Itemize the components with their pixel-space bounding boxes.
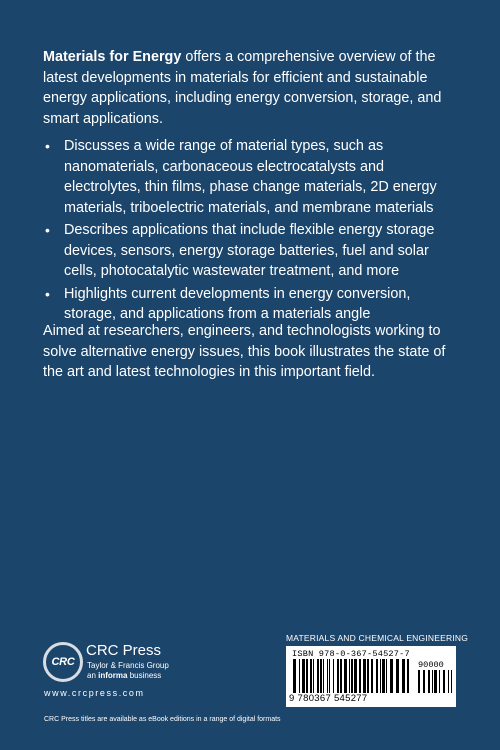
intro-text: offers a comprehensive overview of the latest developments in materials for efficient and sustainable energy applications, including energy conversion, storage, and smart applications. [43, 49, 442, 127]
addon-barcode-icon [418, 670, 452, 693]
bullet-icon: • [45, 285, 50, 302]
informa-brand: informa [98, 671, 128, 680]
barcode-icon [293, 659, 411, 693]
intro-paragraph [43, 47, 463, 129]
publisher-website: www.crcpress.com [44, 688, 145, 698]
barcode-number: 9 780367 545277 [289, 693, 368, 704]
isbn-label: ISBN 978-0-367-54527-7 [292, 649, 410, 659]
publisher-group: Taylor & Francis Group [87, 661, 169, 670]
subject-category: MATERIALS AND CHEMICAL ENGINEERING [286, 633, 469, 643]
list-item-text: Discusses a wide range of material types, such as nanomaterials, carbonaceous electrocatalysts and electrolytes, thin films, phase change materials, 2D energy materials, triboelectric materials, and membrane materials [64, 138, 437, 216]
publisher-name: CRC Press [86, 642, 162, 659]
feature-list [43, 136, 463, 327]
price-code: 90000 [418, 660, 444, 670]
closing-paragraph: Aimed at researchers, engineers, and technologists working to solve alternative energy issues, this book illustrates the state of the art and latest technologies in this important field. [43, 323, 446, 380]
book-title: Materials for Energy [43, 49, 182, 65]
list-item-text: Highlights current developments in energy conversion, storage, and applications from a materials angle [64, 285, 411, 322]
list-item-text: Describes applications that include flexible energy storage devices, sensors, energy storage batteries, fuel and solar cells, photocatalytic wastewater treatment, and more [64, 222, 435, 279]
logo-text: CRC [51, 656, 75, 668]
barcode-panel [286, 646, 456, 707]
ebook-note: CRC Press titles are available as eBook editions in a range of digital formats [44, 716, 281, 723]
list-item [43, 136, 463, 218]
publisher-parent: an informa business [87, 671, 162, 680]
bullet-icon: • [45, 138, 50, 154]
list-item [43, 220, 463, 282]
crc-logo-icon [43, 642, 83, 682]
list-item [43, 284, 463, 325]
bullet-icon: • [45, 222, 50, 238]
